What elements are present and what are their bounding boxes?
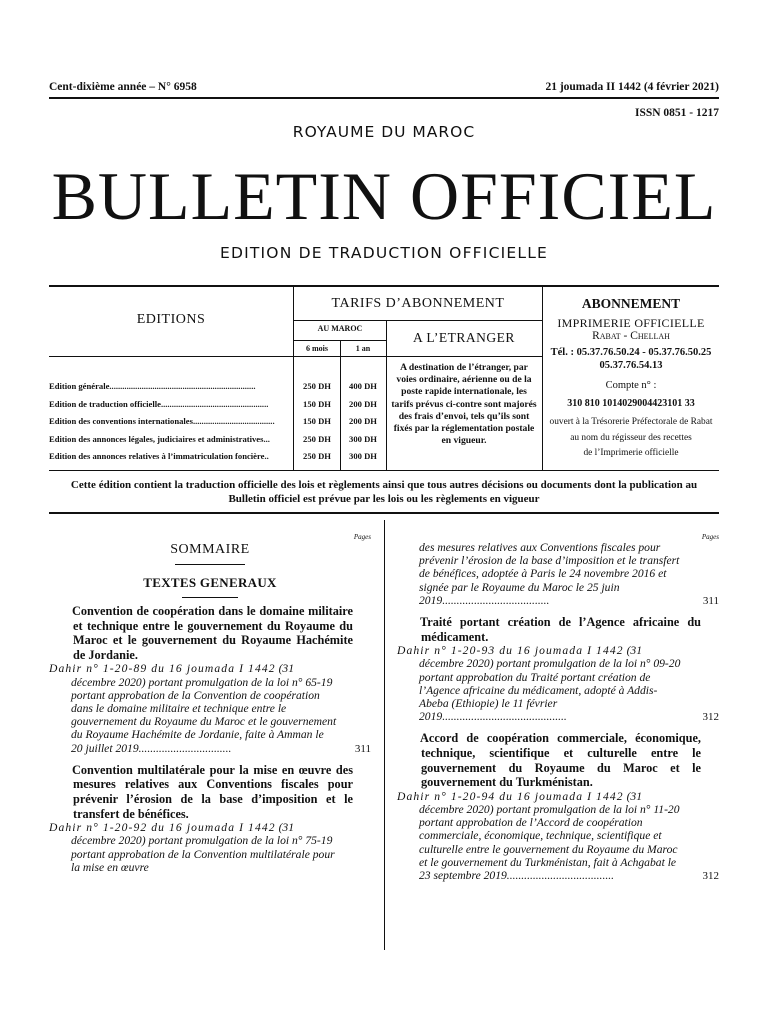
entry-page: 311 [354, 742, 371, 755]
sommaire-left-column [49, 533, 371, 874]
au-maroc-header: AU MAROC [317, 324, 363, 333]
title-rule [175, 564, 245, 565]
printer-name: IMPRIMERIE OFFICIELLE [557, 316, 705, 330]
page-title: BULLETIN OFFICIEL [51, 158, 717, 234]
account-info [543, 415, 719, 462]
entry-title: Convention de coopération dans le domaine militaire et technique entre le gouvernement du Royaume du Maroc et le gouvernement du Royaume Hachémite de Jordanie. [72, 604, 353, 662]
account-number: 310 810 1014029004423101 33 [567, 398, 695, 409]
entry-text: (31 décembre 2020) portant promulgation de la loi n° 65-19 portant approbation de la Convention de coopération dans le domaine militaire et technique entre le gouvernement du Royaume du Maroc et le gouvernement du Royaume Hachémite de Jordanie, faite à Amman le 20 juillet 2019................................ [71, 662, 337, 755]
phone-line: 05.37.76.54.13 [599, 360, 663, 371]
toc-entry-continuation[interactable] [397, 541, 719, 607]
phone-line: Tél. : 05.37.76.50.24 - 05.37.76.50.25 [550, 347, 712, 358]
edition-name: Edition des annonces relatives à l’immatriculation foncière.. [49, 451, 269, 461]
entry-lead: Dahir n° 1-20-93 du 16 joumada I 1442 [397, 644, 624, 658]
price-cell: 200 DH [349, 416, 377, 426]
edition-subtitle: EDITION DE TRADUCTION OFFICIELLE [219, 244, 549, 262]
issue-number: Cent-dixième année – N° 6958 [49, 81, 197, 93]
account-info-line: ouvert à la Trésorerie Préfectorale de Rabat [549, 417, 713, 427]
phone-numbers [543, 346, 719, 372]
abroad-note: A destination de l’étranger, par voies ordinaire, aérienne ou de la poste rapide internationale, les tarifs prévus ci-contre sont majorés des frais d’envoi, tels qu’ils sont fixés par la réglementation postale en vigueur. [391, 362, 537, 447]
pages-label: Pages [353, 533, 371, 541]
price-cell: 300 DH [349, 433, 377, 444]
toc-entry[interactable] [397, 615, 719, 723]
price-cell: 200 DH [349, 398, 377, 409]
entry-body [397, 644, 685, 723]
entry-lead: Dahir n° 1-20-92 du 16 joumada I 1442 [49, 821, 276, 835]
entry-title: Traité portant création de l’Agence africaine du médicament. [420, 615, 701, 644]
kingdom-label: ROYAUME DU MAROC [292, 123, 476, 141]
account-info-line: de l’Imprimerie officielle [583, 448, 679, 458]
one-year-prices [340, 381, 386, 469]
edition-note: Cette édition contient la traduction officielle des lois et règlements ainsi que tous autres décisions ou documents dont la publication au Bulletin officiel est prévue par les lois ou les règlements en vigueur [70, 479, 698, 505]
section-title: TEXTES GENERAUX [143, 575, 277, 590]
entry-body [49, 821, 337, 874]
pages-label: Pages [701, 533, 719, 541]
edition-list [49, 381, 293, 469]
account-label: Compte n° : [605, 380, 657, 391]
price-cell: 250 DH [303, 381, 331, 391]
table-divider [49, 356, 542, 357]
sommaire-right-column [397, 533, 719, 882]
six-months-header: 6 mois [306, 344, 328, 353]
entry-lead: Dahir n° 1-20-94 du 16 joumada I 1442 [397, 789, 624, 803]
entry-page: 311 [702, 595, 719, 608]
entry-title: Accord de coopération commerciale, économique, technique, scientifique et culturelle entre le gouvernement du Royaume du Maroc et le gouvernement du Turkménistan. [420, 731, 701, 790]
issn: ISSN 0851 - 1217 [634, 107, 719, 119]
entry-text: (31 décembre 2020) portant promulgation de la loi n° 75-19 portant approbation de la Convention multilatérale pour la mise en œuvre [71, 821, 335, 874]
printer-location: Rabat - Chellah [592, 330, 670, 342]
toc-entry[interactable] [397, 731, 719, 882]
abroad-header: A L’ETRANGER [413, 330, 515, 345]
price-cell: 300 DH [349, 451, 377, 461]
edition-name: Edition des conventions internationales...................................... [49, 416, 275, 426]
note-rule [49, 512, 719, 514]
table-divider [294, 340, 386, 341]
entry-text: (31 décembre 2020) portant promulgation de la loi n° 09-20 portant approbation du Traité portant création de l’Agence africaine du médicament, adopté à Addis-Abeba (Ethiopie) le 11 février 2019........................................... [419, 644, 681, 724]
price-cell: 150 DH [303, 398, 331, 409]
entry-page: 312 [702, 870, 719, 883]
section-rule [182, 597, 238, 598]
subscription-header: ABONNEMENT [581, 296, 681, 311]
entry-body: des mesures relatives aux Conventions fiscales pour prévenir l’érosion de la base d’imposition et le transfert de bénéfices, adoptée à Paris le 24 novembre 2016 et signée par le Royaume du Maroc le 25 juin 2019..................................... [419, 541, 680, 607]
header-rule [49, 97, 719, 99]
price-cell: 150 DH [303, 416, 331, 426]
tarifs-header: TARIFS D’ABONNEMENT [331, 296, 505, 311]
editions-header: EDITIONS [136, 312, 206, 327]
table-top-rule [49, 285, 719, 287]
column-separator [384, 520, 385, 950]
edition-name: Edition des annonces légales, judiciaires et administratives... [49, 433, 270, 444]
entry-body [397, 790, 685, 882]
six-month-prices [294, 381, 340, 469]
entry-text: (31 décembre 2020) portant promulgation de la loi n° 11-20 portant approbation de l’Accord de coopération commerciale, économique, technique, scientifique et culturelle entre le gouvernement du Royaume du Maroc et le gouvernement du Turkménistan, fait à Achgabat le 23 septembre 2019..................................... [419, 789, 680, 883]
price-cell: 400 DH [349, 381, 377, 391]
entry-body [49, 662, 337, 754]
toc-entry[interactable] [49, 604, 371, 755]
one-year-header: 1 an [355, 344, 371, 353]
toc-entry[interactable] [49, 763, 371, 874]
price-cell: 250 DH [303, 451, 331, 461]
sommaire-title: SOMMAIRE [170, 542, 250, 557]
edition-name: Edition de traduction officielle.................................................. [49, 398, 269, 409]
price-cell: 250 DH [303, 433, 331, 444]
entry-page: 312 [702, 711, 719, 724]
edition-name: Edition générale.................................................................... [49, 381, 256, 391]
issue-date: 21 joumada II 1442 (4 février 2021) [545, 81, 719, 93]
entry-title: Convention multilatérale pour la mise en œuvre des mesures relatives aux Conventions fiscales pour prévenir l’érosion de la base d’imposition et le transfert de bénéfices. [72, 762, 353, 821]
account-info-line: au nom du régisseur des recettes [570, 432, 692, 443]
entry-lead: Dahir n° 1-20-89 du 16 joumada I 1442 [49, 662, 276, 676]
table-divider [294, 320, 542, 321]
table-bottom-rule [49, 470, 719, 471]
